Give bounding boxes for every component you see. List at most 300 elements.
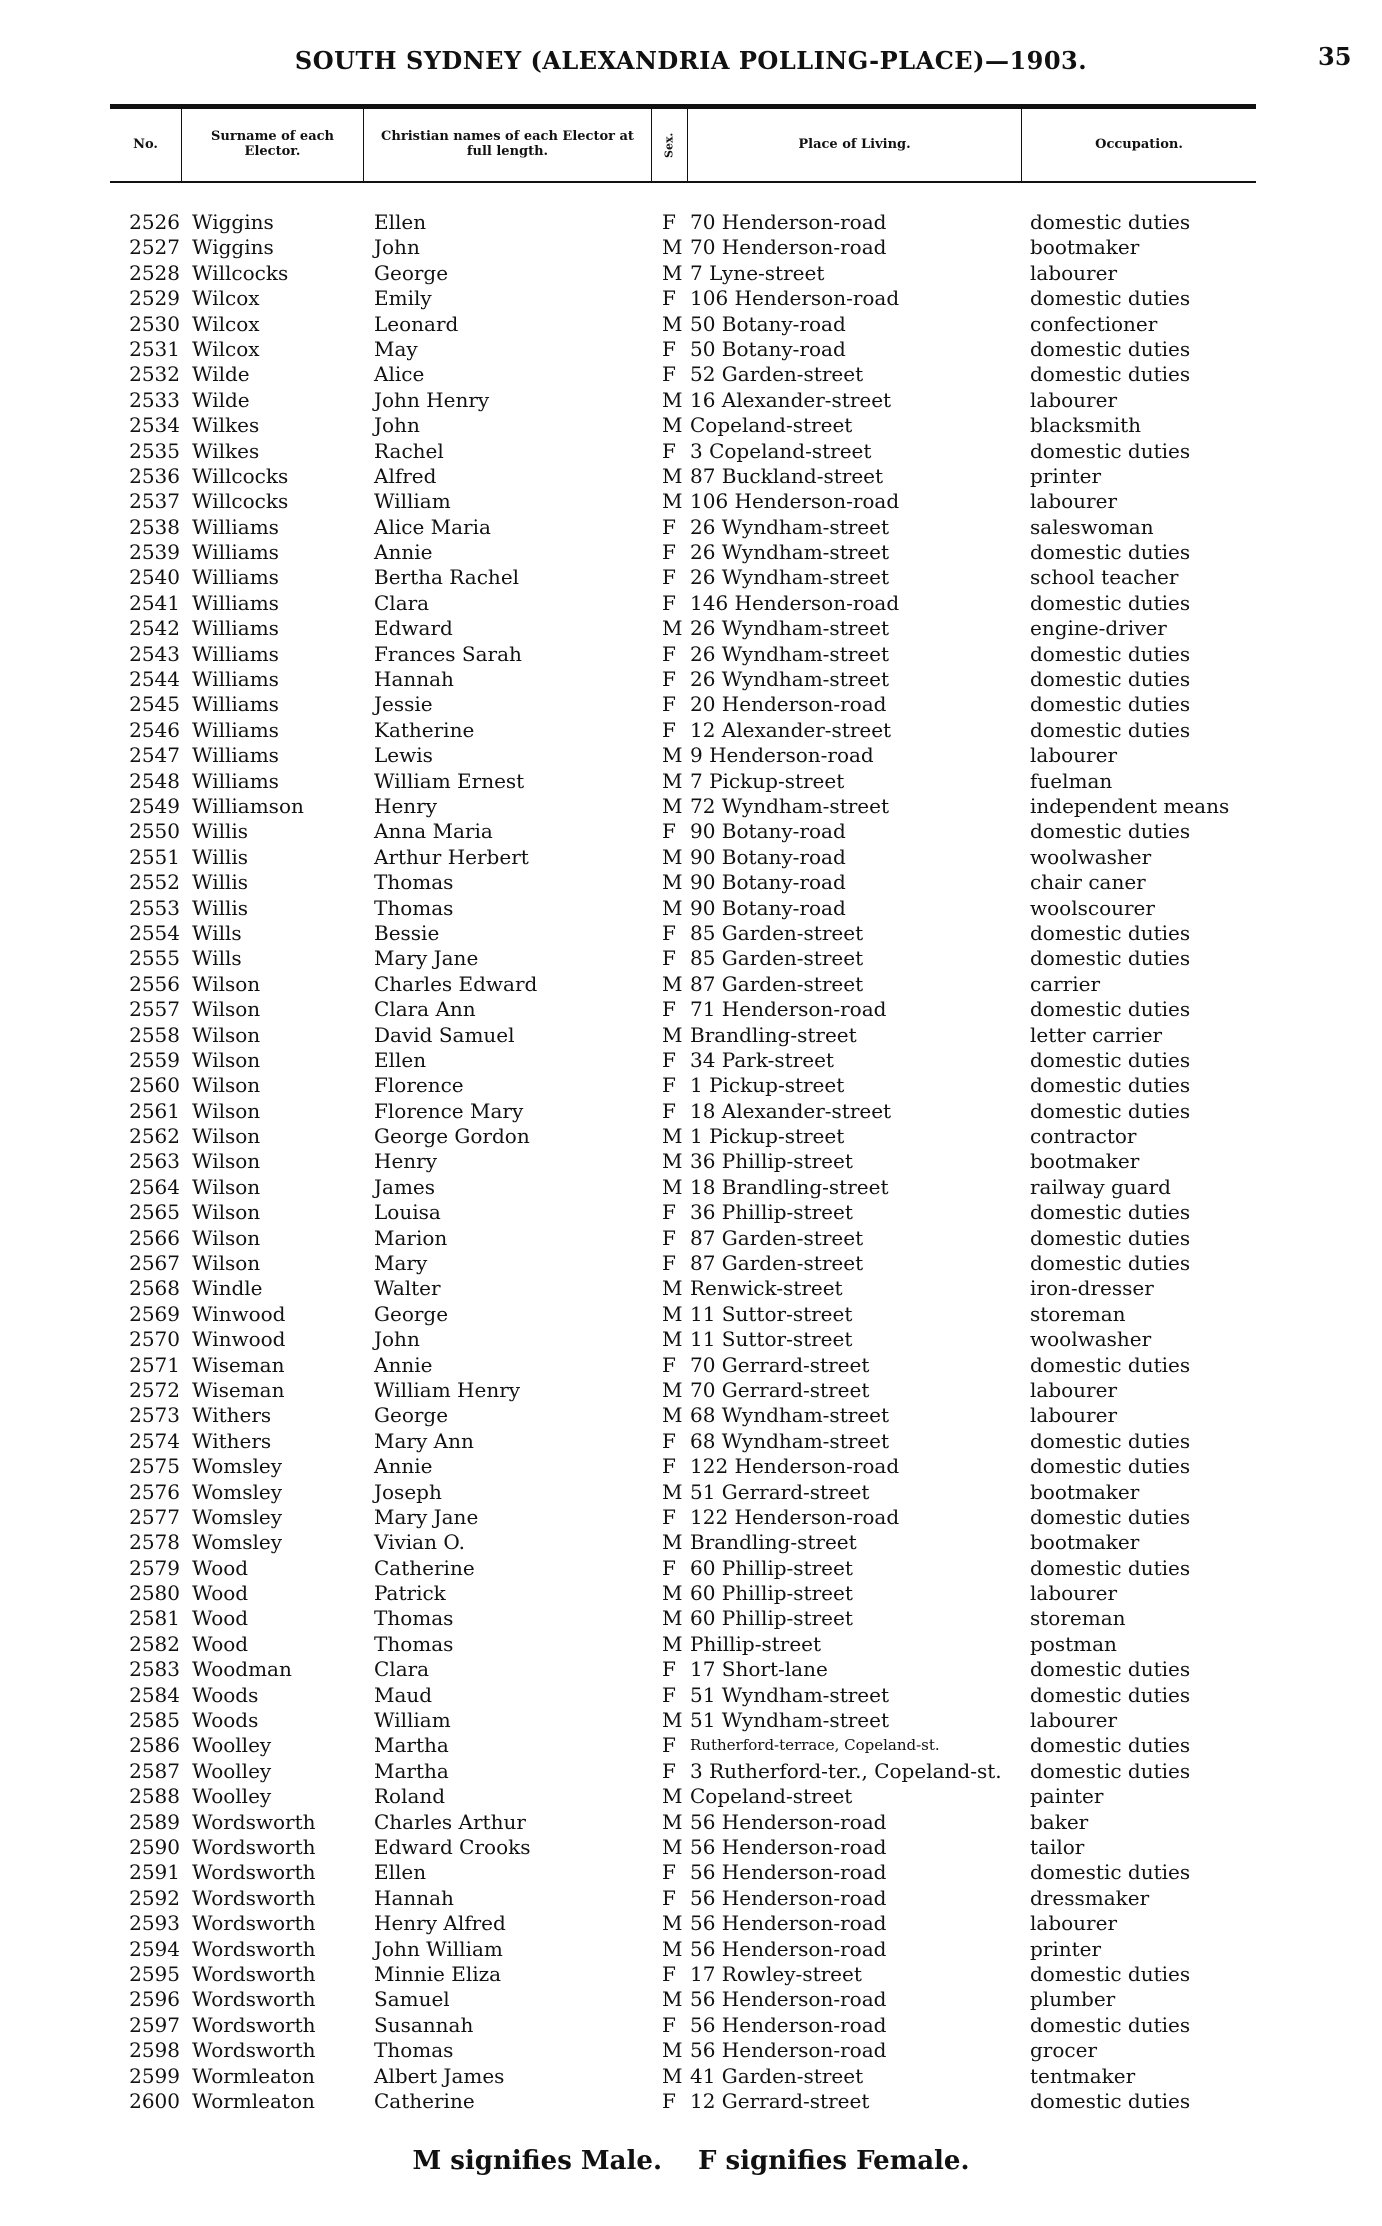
elector-place-of-living: 56 Henderson-road	[690, 2038, 887, 2063]
elector-surname: Williams	[192, 540, 279, 565]
elector-christian-names: Anna Maria	[374, 819, 493, 844]
elector-christian-names: Edward	[374, 616, 453, 641]
elector-occupation: domestic duties	[1030, 997, 1191, 1022]
elector-number: 2584	[129, 1682, 180, 1707]
elector-place-of-living: 56 Henderson-road	[690, 1911, 887, 1936]
elector-occupation: storeman	[1030, 1606, 1126, 1631]
elector-occupation: domestic duties	[1030, 641, 1191, 666]
elector-place-of-living: 7 Lyne-street	[690, 260, 825, 285]
table-row	[0, 1099, 1382, 1124]
elector-place-of-living: 60 Phillip-street	[690, 1606, 853, 1631]
elector-sex: F	[662, 2012, 676, 2037]
elector-surname: Withers	[192, 1428, 272, 1453]
elector-number: 2574	[129, 1428, 180, 1453]
elector-place-of-living: 3 Rutherford-ter., Copeland-st.	[690, 1758, 1002, 1783]
elector-number: 2577	[129, 1504, 180, 1529]
elector-christian-names: Lewis	[374, 743, 433, 768]
table-row	[0, 819, 1382, 844]
elector-christian-names: Thomas	[374, 2038, 454, 2063]
table-row	[0, 1911, 1382, 1936]
page-number: 35	[1318, 42, 1352, 71]
elector-surname: Windle	[192, 1276, 263, 1301]
elector-surname: Wilson	[192, 997, 261, 1022]
elector-occupation: independent means	[1030, 793, 1230, 818]
elector-sex: F	[662, 1504, 676, 1529]
elector-number: 2581	[129, 1606, 180, 1631]
elector-sex: M	[662, 387, 683, 412]
elector-occupation: saleswoman	[1030, 514, 1154, 539]
table-row	[0, 997, 1382, 1022]
table-row	[0, 1683, 1382, 1708]
elector-occupation: domestic duties	[1030, 946, 1191, 971]
elector-occupation: plumber	[1030, 1987, 1116, 2012]
elector-number: 2565	[129, 1200, 180, 1225]
table-row	[0, 235, 1382, 260]
elector-sex: F	[662, 2088, 676, 2113]
elector-surname: Womsley	[192, 1530, 282, 1555]
elector-surname: Williams	[192, 641, 279, 666]
table-row	[0, 616, 1382, 641]
elector-occupation: domestic duties	[1030, 1504, 1191, 1529]
elector-sex: F	[662, 565, 676, 590]
table-row	[0, 439, 1382, 464]
elector-number: 2573	[129, 1403, 180, 1428]
elector-place-of-living: 51 Wyndham-street	[690, 1708, 890, 1733]
elector-occupation: labourer	[1030, 1911, 1118, 1936]
elector-christian-names: Catherine	[374, 2088, 475, 2113]
table-row	[0, 642, 1382, 667]
elector-sex: M	[662, 2038, 683, 2063]
table-row	[0, 1530, 1382, 1555]
table-row	[0, 312, 1382, 337]
elector-occupation: domestic duties	[1030, 1733, 1191, 1758]
table-row	[0, 1759, 1382, 1784]
elector-sex: M	[662, 1276, 683, 1301]
elector-sex: M	[662, 793, 683, 818]
elector-number: 2568	[129, 1276, 180, 1301]
elector-number: 2596	[129, 1987, 180, 2012]
elector-place-of-living: 51 Gerrard-street	[690, 1479, 870, 1504]
elector-place-of-living: 51 Wyndham-street	[690, 1682, 890, 1707]
elector-occupation: domestic duties	[1030, 819, 1191, 844]
elector-number: 2545	[129, 692, 180, 717]
table-row	[0, 1657, 1382, 1682]
elector-number: 2550	[129, 819, 180, 844]
elector-surname: Womsley	[192, 1454, 282, 1479]
table-row	[0, 1860, 1382, 1885]
elector-number: 2528	[129, 260, 180, 285]
elector-place-of-living: 56 Henderson-road	[690, 1987, 887, 2012]
page-title: SOUTH SYDNEY (ALEXANDRIA POLLING-PLACE)—1903.	[294, 46, 1088, 75]
table-row	[0, 2064, 1382, 2089]
elector-sex: F	[662, 1682, 676, 1707]
elector-surname: Wiseman	[192, 1377, 285, 1402]
elector-sex: M	[662, 1174, 683, 1199]
elector-christian-names: Bertha Rachel	[374, 565, 520, 590]
elector-place-of-living: 12 Gerrard-street	[690, 2088, 870, 2113]
elector-place-of-living: Phillip-street	[690, 1631, 822, 1656]
elector-number: 2557	[129, 997, 180, 1022]
table-row	[0, 261, 1382, 286]
elector-number: 2593	[129, 1911, 180, 1936]
elector-number: 2575	[129, 1454, 180, 1479]
elector-surname: Williams	[192, 743, 279, 768]
elector-place-of-living: 56 Henderson-road	[690, 1885, 887, 1910]
elector-surname: Wordsworth	[192, 2038, 316, 2063]
elector-occupation: fuelman	[1030, 768, 1113, 793]
elector-christian-names: Martha	[374, 1758, 449, 1783]
elector-surname: Williams	[192, 768, 279, 793]
elector-occupation: labourer	[1030, 1581, 1118, 1606]
elector-christian-names: Thomas	[374, 895, 454, 920]
table-row	[0, 1200, 1382, 1225]
elector-occupation: domestic duties	[1030, 1073, 1191, 1098]
elector-sex: F	[662, 540, 676, 565]
elector-number: 2532	[129, 362, 180, 387]
elector-christian-names: May	[374, 336, 418, 361]
elector-number: 2539	[129, 540, 180, 565]
table-row	[0, 286, 1382, 311]
elector-sex: M	[662, 1377, 683, 1402]
elector-number: 2590	[129, 1835, 180, 1859]
elector-place-of-living: 34 Park-street	[690, 1047, 834, 1072]
elector-number: 2585	[129, 1708, 180, 1733]
elector-christian-names: Annie	[374, 1454, 433, 1479]
elector-place-of-living: 106 Henderson-road	[690, 286, 900, 311]
elector-place-of-living: 70 Henderson-road	[690, 235, 887, 260]
elector-number: 2598	[129, 2038, 180, 2063]
elector-surname: Wiggins	[192, 235, 274, 260]
elector-number: 2555	[129, 946, 180, 971]
table-row	[0, 1302, 1382, 1327]
elector-number: 2569	[129, 1301, 180, 1326]
elector-place-of-living: 26 Wyndham-street	[690, 540, 890, 565]
elector-place-of-living: Rutherford-terrace, Copeland-st.	[690, 1736, 940, 1755]
elector-number: 2578	[129, 1530, 180, 1555]
table-row	[0, 1937, 1382, 1962]
elector-sex: M	[662, 1936, 683, 1961]
elector-occupation: domestic duties	[1030, 1251, 1191, 1276]
elector-number: 2537	[129, 489, 180, 514]
elector-place-of-living: 72 Wyndham-street	[690, 793, 890, 818]
elector-number: 2540	[129, 565, 180, 590]
elector-place-of-living: 36 Phillip-street	[690, 1200, 853, 1225]
elector-place-of-living: 9 Henderson-road	[690, 743, 874, 768]
elector-christian-names: Jessie	[374, 692, 433, 717]
elector-occupation: grocer	[1030, 2038, 1098, 2063]
table-row	[0, 591, 1382, 616]
elector-surname: Williams	[192, 565, 279, 590]
elector-number: 2583	[129, 1657, 180, 1682]
elector-christian-names: Minnie Eliza	[374, 1961, 502, 1986]
elector-christian-names: Henry Alfred	[374, 1911, 506, 1936]
table-row	[0, 1962, 1382, 1987]
elector-occupation: domestic duties	[1030, 362, 1191, 387]
elector-number: 2562	[129, 1124, 180, 1149]
elector-surname: Wordsworth	[192, 1885, 316, 1910]
elector-number: 2595	[129, 1961, 180, 1986]
elector-occupation: engine-driver	[1030, 616, 1167, 641]
elector-occupation: domestic duties	[1030, 1682, 1191, 1707]
elector-surname: Williams	[192, 590, 279, 615]
elector-sex: F	[662, 1073, 676, 1098]
elector-surname: Wilson	[192, 1098, 261, 1123]
elector-surname: Willcocks	[192, 463, 289, 488]
elector-occupation: letter carrier	[1030, 1022, 1163, 1047]
elector-place-of-living: 1 Pickup-street	[690, 1124, 845, 1149]
elector-number: 2526	[129, 210, 180, 234]
elector-sex: F	[662, 1860, 676, 1885]
elector-occupation: woolwasher	[1030, 1327, 1152, 1352]
elector-sex: M	[662, 489, 683, 514]
elector-christian-names: Edward Crooks	[374, 1835, 531, 1859]
elector-sex: M	[662, 1301, 683, 1326]
elector-place-of-living: 122 Henderson-road	[690, 1454, 900, 1479]
table-row	[0, 1353, 1382, 1378]
elector-place-of-living: 87 Garden-street	[690, 1225, 864, 1250]
elector-christian-names: Emily	[374, 286, 432, 311]
elector-sex: F	[662, 286, 676, 311]
elector-occupation: domestic duties	[1030, 1098, 1191, 1123]
elector-surname: Woolley	[192, 1784, 272, 1809]
table-row	[0, 946, 1382, 971]
elector-sex: F	[662, 1454, 676, 1479]
elector-occupation: dressmaker	[1030, 1885, 1150, 1910]
elector-number: 2529	[129, 286, 180, 311]
elector-christian-names: Charles Edward	[374, 971, 538, 996]
elector-occupation: domestic duties	[1030, 667, 1191, 692]
elector-christian-names: Thomas	[374, 870, 454, 895]
elector-number: 2558	[129, 1022, 180, 1047]
elector-number: 2594	[129, 1936, 180, 1961]
elector-number: 2599	[129, 2063, 180, 2088]
sex-legend	[0, 2146, 1382, 2176]
elector-christian-names: William	[374, 1708, 451, 1733]
elector-sex: M	[662, 768, 683, 793]
table-row	[0, 1581, 1382, 1606]
elector-surname: Willis	[192, 844, 249, 869]
elector-surname: Wordsworth	[192, 1936, 316, 1961]
elector-surname: Wormleaton	[192, 2088, 315, 2113]
elector-sex: M	[662, 260, 683, 285]
elector-occupation: domestic duties	[1030, 692, 1191, 717]
elector-surname: Williams	[192, 667, 279, 692]
elector-christian-names: Alice Maria	[374, 514, 491, 539]
elector-sex: M	[662, 1581, 683, 1606]
elector-sex: F	[662, 819, 676, 844]
elector-christian-names: Frances Sarah	[374, 641, 522, 666]
elector-sex: F	[662, 641, 676, 666]
table-row	[0, 413, 1382, 438]
elector-christian-names: William	[374, 489, 451, 514]
elector-place-of-living: 18 Brandling-street	[690, 1174, 889, 1199]
elector-sex: F	[662, 1200, 676, 1225]
elector-occupation: woolscourer	[1030, 895, 1155, 920]
elector-surname: Willis	[192, 870, 249, 895]
elector-number: 2579	[129, 1555, 180, 1580]
elector-occupation: bootmaker	[1030, 1530, 1140, 1555]
elector-surname: Wilde	[192, 387, 250, 412]
elector-christian-names: Katherine	[374, 717, 475, 742]
table-row	[0, 337, 1382, 362]
elector-number: 2592	[129, 1885, 180, 1910]
elector-sex: M	[662, 311, 683, 336]
elector-place-of-living: Copeland-street	[690, 413, 853, 438]
elector-surname: Winwood	[192, 1301, 286, 1326]
elector-place-of-living: 70 Henderson-road	[690, 210, 887, 234]
elector-sex: M	[662, 1631, 683, 1656]
table-row	[0, 1480, 1382, 1505]
elector-surname: Wiseman	[192, 1352, 285, 1377]
table-row	[0, 1556, 1382, 1581]
elector-sex: F	[662, 362, 676, 387]
table-row	[0, 896, 1382, 921]
elector-occupation: domestic duties	[1030, 1047, 1191, 1072]
elector-surname: Wilson	[192, 1200, 261, 1225]
elector-sex: F	[662, 1733, 676, 1758]
table-row	[0, 1175, 1382, 1200]
elector-christian-names: George	[374, 260, 449, 285]
elector-surname: Wiggins	[192, 210, 274, 234]
elector-christian-names: James	[374, 1174, 436, 1199]
elector-occupation: domestic duties	[1030, 2012, 1191, 2037]
elector-occupation: domestic duties	[1030, 1352, 1191, 1377]
elector-surname: Wilson	[192, 1047, 261, 1072]
elector-place-of-living: 122 Henderson-road	[690, 1504, 900, 1529]
elector-christian-names: Hannah	[374, 667, 454, 692]
elector-christian-names: Ellen	[374, 1047, 427, 1072]
elector-surname: Wordsworth	[192, 1809, 316, 1834]
elector-christian-names: Leonard	[374, 311, 459, 336]
elector-occupation: domestic duties	[1030, 1758, 1191, 1783]
elector-place-of-living: 50 Botany-road	[690, 336, 846, 361]
elector-sex: M	[662, 1708, 683, 1733]
elector-surname: Wilcox	[192, 336, 260, 361]
table-row	[0, 2089, 1382, 2114]
elector-number: 2587	[129, 1758, 180, 1783]
elector-place-of-living: 26 Wyndham-street	[690, 667, 890, 692]
elector-surname: Wilson	[192, 1225, 261, 1250]
elector-place-of-living: 26 Wyndham-street	[690, 641, 890, 666]
elector-surname: Wormleaton	[192, 2063, 315, 2088]
elector-occupation: domestic duties	[1030, 336, 1191, 361]
elector-number: 2597	[129, 2012, 180, 2037]
elector-sex: F	[662, 1657, 676, 1682]
elector-christian-names: John	[374, 235, 420, 260]
elector-sex: M	[662, 2063, 683, 2088]
elector-surname: Woolley	[192, 1758, 272, 1783]
table-row	[0, 565, 1382, 590]
elector-occupation: chair caner	[1030, 870, 1146, 895]
elector-occupation: domestic duties	[1030, 286, 1191, 311]
elector-sex: F	[662, 692, 676, 717]
header-no-label: No.	[133, 136, 158, 152]
elector-surname: Wordsworth	[192, 1835, 316, 1859]
elector-christian-names: Susannah	[374, 2012, 474, 2037]
table-row	[0, 667, 1382, 692]
elector-occupation: painter	[1030, 1784, 1104, 1809]
elector-number: 2567	[129, 1251, 180, 1276]
table-row	[0, 1632, 1382, 1657]
elector-surname: Womsley	[192, 1479, 282, 1504]
elector-christian-names: Henry	[374, 1149, 438, 1174]
header-place	[688, 109, 1022, 181]
elector-occupation: domestic duties	[1030, 438, 1191, 463]
table-row	[0, 1886, 1382, 1911]
table-row	[0, 1378, 1382, 1403]
elector-number: 2549	[129, 793, 180, 818]
elector-occupation: domestic duties	[1030, 1860, 1191, 1885]
elector-sex: F	[662, 438, 676, 463]
elector-number: 2580	[129, 1581, 180, 1606]
table-row	[0, 1784, 1382, 1809]
elector-number: 2572	[129, 1377, 180, 1402]
elector-sex: F	[662, 210, 676, 234]
elector-occupation: contractor	[1030, 1124, 1137, 1149]
elector-occupation: labourer	[1030, 743, 1118, 768]
elector-sex: M	[662, 1809, 683, 1834]
elector-place-of-living: 87 Garden-street	[690, 1251, 864, 1276]
elector-number: 2570	[129, 1327, 180, 1352]
elector-surname: Willis	[192, 819, 249, 844]
elector-sex: F	[662, 717, 676, 742]
elector-surname: Willcocks	[192, 489, 289, 514]
elector-surname: Wilcox	[192, 286, 260, 311]
elector-occupation: domestic duties	[1030, 2088, 1191, 2113]
elector-place-of-living: 146 Henderson-road	[690, 590, 900, 615]
elector-number: 2566	[129, 1225, 180, 1250]
table-row	[0, 1454, 1382, 1479]
elector-sex: M	[662, 235, 683, 260]
elector-place-of-living: 90 Botany-road	[690, 895, 846, 920]
elector-number: 2582	[129, 1631, 180, 1656]
elector-surname: Willcocks	[192, 260, 289, 285]
elector-christian-names: Louisa	[374, 1200, 441, 1225]
elector-surname: Woolley	[192, 1733, 272, 1758]
elector-occupation: domestic duties	[1030, 590, 1191, 615]
elector-sex: F	[662, 1225, 676, 1250]
elector-number: 2542	[129, 616, 180, 641]
elector-christian-names: George	[374, 1301, 449, 1326]
table-row	[0, 1048, 1382, 1073]
elector-surname: Williams	[192, 692, 279, 717]
elector-sex: M	[662, 1149, 683, 1174]
elector-place-of-living: 87 Garden-street	[690, 971, 864, 996]
elector-surname: Wills	[192, 946, 242, 971]
elector-place-of-living: Brandling-street	[690, 1022, 857, 1047]
elector-occupation: domestic duties	[1030, 717, 1191, 742]
elector-christian-names: Arthur Herbert	[374, 844, 529, 869]
elector-christian-names: Ellen	[374, 1860, 427, 1885]
elector-surname: Wilde	[192, 362, 250, 387]
elector-surname: Winwood	[192, 1327, 286, 1352]
elector-surname: Williams	[192, 717, 279, 742]
elector-christian-names: Walter	[374, 1276, 441, 1301]
elector-occupation: domestic duties	[1030, 1225, 1191, 1250]
elector-sex: F	[662, 1352, 676, 1377]
elector-number: 2552	[129, 870, 180, 895]
elector-occupation: tentmaker	[1030, 2063, 1136, 2088]
table-row	[0, 464, 1382, 489]
elector-place-of-living: 17 Rowley-street	[690, 1961, 862, 1986]
elector-occupation: domestic duties	[1030, 920, 1191, 945]
elector-surname: Willis	[192, 895, 249, 920]
elector-place-of-living: 106 Henderson-road	[690, 489, 900, 514]
elector-sex: M	[662, 743, 683, 768]
elector-place-of-living: 56 Henderson-road	[690, 1835, 887, 1859]
elector-place-of-living: Copeland-street	[690, 1784, 853, 1809]
elector-number: 2571	[129, 1352, 180, 1377]
